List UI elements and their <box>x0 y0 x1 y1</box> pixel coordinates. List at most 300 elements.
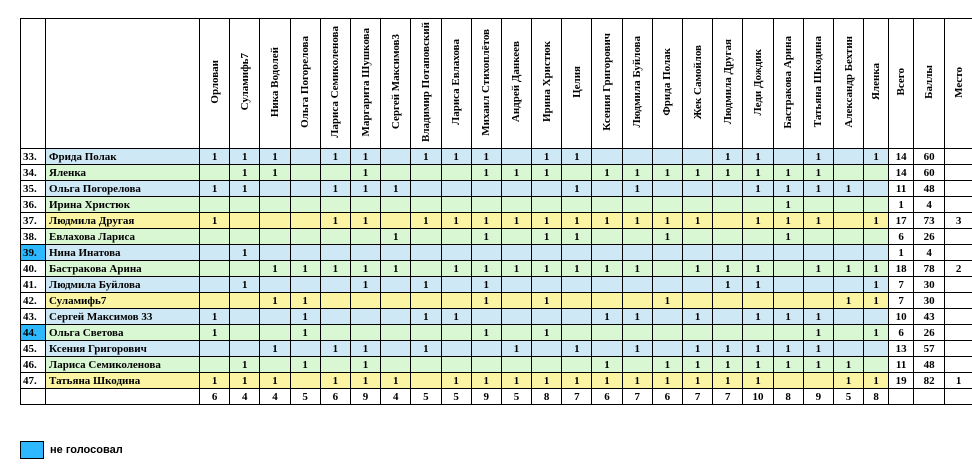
table-row <box>21 309 972 325</box>
vote-cell: 1 <box>200 373 230 389</box>
vote-cell: 1 <box>592 165 622 181</box>
vote-cell: 1 <box>562 229 592 245</box>
total-cell: 6 <box>889 229 914 245</box>
vote-cell: 1 <box>743 357 773 373</box>
vote-cell: 1 <box>562 373 592 389</box>
vote-cell <box>381 277 411 293</box>
vote-cell <box>683 229 713 245</box>
place-cell <box>945 293 972 309</box>
vote-cell: 1 <box>411 213 441 229</box>
column-header <box>532 19 562 149</box>
vote-cell: 1 <box>350 277 380 293</box>
column-header-label: Ксения Григорович <box>601 33 614 131</box>
vote-cell: 1 <box>622 309 652 325</box>
vote-cell <box>441 197 471 213</box>
vote-cell <box>743 197 773 213</box>
vote-cell <box>622 293 652 309</box>
points-cell: 26 <box>914 325 945 341</box>
vote-cell: 1 <box>773 197 803 213</box>
vote-cell: 1 <box>260 373 290 389</box>
vote-cell <box>833 325 863 341</box>
vote-cell <box>713 325 743 341</box>
total-cell: 1 <box>889 245 914 261</box>
vote-cell <box>260 357 290 373</box>
vote-cell: 1 <box>471 149 501 165</box>
vote-cell <box>230 197 260 213</box>
vote-cell <box>622 245 652 261</box>
row-number: 36. <box>21 197 46 213</box>
points-cell: 30 <box>914 277 945 293</box>
row-number: 35. <box>21 181 46 197</box>
vote-cell: 1 <box>290 293 320 309</box>
column-header <box>773 19 803 149</box>
row-number: 40. <box>21 261 46 277</box>
vote-cell <box>864 245 889 261</box>
place-cell <box>945 229 972 245</box>
place-cell <box>945 181 972 197</box>
vote-cell <box>833 277 863 293</box>
vote-cell: 1 <box>562 181 592 197</box>
vote-cell <box>441 341 471 357</box>
row-name: Ольга Светова <box>46 325 200 341</box>
column-header-label: Сергей Максимов3 <box>389 34 402 130</box>
vote-cell <box>441 325 471 341</box>
vote-cell <box>320 165 350 181</box>
vote-cell: 1 <box>743 373 773 389</box>
vote-cell: 1 <box>320 213 350 229</box>
vote-cell <box>592 341 622 357</box>
vote-cell <box>471 181 501 197</box>
vote-cell <box>562 325 592 341</box>
vote-cell <box>230 213 260 229</box>
row-number: 38. <box>21 229 46 245</box>
column-header-label: Фрида Полак <box>661 48 674 116</box>
vote-cell: 1 <box>743 341 773 357</box>
vote-cell: 1 <box>320 261 350 277</box>
vote-cell <box>411 165 441 181</box>
total-cell: 1 <box>889 197 914 213</box>
vote-cell <box>381 245 411 261</box>
vote-cell: 1 <box>592 261 622 277</box>
vote-cell <box>230 325 260 341</box>
vote-cell <box>290 165 320 181</box>
vote-cell <box>290 373 320 389</box>
place-cell: 1 <box>945 373 972 389</box>
vote-cell <box>320 197 350 213</box>
footer-blank <box>21 389 46 405</box>
summary-header-label: Всего <box>895 68 908 96</box>
vote-cell: 1 <box>230 149 260 165</box>
column-header-label: Маргарита Шушкова <box>359 27 372 137</box>
vote-cell <box>411 325 441 341</box>
vote-cell <box>230 229 260 245</box>
vote-cell <box>652 277 682 293</box>
vote-cell <box>200 197 230 213</box>
vote-cell <box>773 261 803 277</box>
legend-label: не голосовал <box>50 444 123 456</box>
points-cell: 60 <box>914 149 945 165</box>
vote-cell: 1 <box>471 165 501 181</box>
vote-cell: 1 <box>683 261 713 277</box>
row-number: 47. <box>21 373 46 389</box>
vote-cell: 1 <box>532 229 562 245</box>
points-cell: 4 <box>914 245 945 261</box>
vote-cell: 1 <box>200 325 230 341</box>
vote-cell: 1 <box>743 213 773 229</box>
vote-cell <box>622 357 652 373</box>
vote-cell <box>833 341 863 357</box>
vote-cell: 1 <box>381 229 411 245</box>
vote-cell <box>501 197 531 213</box>
vote-cell <box>652 309 682 325</box>
vote-cell: 1 <box>622 165 652 181</box>
summary-header <box>914 19 945 149</box>
footer-count: 9 <box>350 389 380 405</box>
vote-cell <box>803 373 833 389</box>
points-cell: 26 <box>914 229 945 245</box>
vote-cell <box>381 293 411 309</box>
place-cell <box>945 149 972 165</box>
vote-cell <box>652 181 682 197</box>
vote-cell <box>743 229 773 245</box>
vote-cell: 1 <box>803 261 833 277</box>
vote-cell: 1 <box>230 165 260 181</box>
summary-header <box>945 19 972 149</box>
vote-cell: 1 <box>471 373 501 389</box>
row-name: Нина Инатова <box>46 245 200 261</box>
vote-cell <box>381 357 411 373</box>
vote-cell: 1 <box>350 357 380 373</box>
vote-cell <box>713 229 743 245</box>
row-name: Людмила Другая <box>46 213 200 229</box>
points-cell: 48 <box>914 357 945 373</box>
footer-count: 8 <box>864 389 889 405</box>
vote-cell <box>200 341 230 357</box>
place-cell <box>945 309 972 325</box>
vote-cell: 1 <box>683 309 713 325</box>
vote-cell: 1 <box>230 181 260 197</box>
points-cell: 78 <box>914 261 945 277</box>
vote-cell <box>592 325 622 341</box>
row-number: 41. <box>21 277 46 293</box>
vote-cell: 1 <box>652 213 682 229</box>
vote-cell: 1 <box>743 261 773 277</box>
column-header <box>230 19 260 149</box>
vote-cell: 1 <box>622 261 652 277</box>
table-row <box>21 181 972 197</box>
vote-cell <box>290 181 320 197</box>
vote-cell <box>260 325 290 341</box>
vote-cell: 1 <box>320 341 350 357</box>
vote-cell: 1 <box>200 309 230 325</box>
row-name: Ксения Григорович <box>46 341 200 357</box>
vote-cell: 1 <box>622 373 652 389</box>
vote-cell <box>230 341 260 357</box>
footer-count: 7 <box>713 389 743 405</box>
vote-cell: 1 <box>471 293 501 309</box>
vote-cell: 1 <box>833 357 863 373</box>
vote-cell <box>290 277 320 293</box>
vote-cell <box>652 197 682 213</box>
points-cell: 4 <box>914 197 945 213</box>
vote-cell <box>501 229 531 245</box>
vote-cell <box>230 293 260 309</box>
column-header <box>864 19 889 149</box>
row-number: 45. <box>21 341 46 357</box>
column-header <box>743 19 773 149</box>
vote-cell <box>562 357 592 373</box>
vote-cell: 1 <box>260 293 290 309</box>
vote-cell: 1 <box>350 261 380 277</box>
vote-cell <box>833 245 863 261</box>
vote-cell <box>562 165 592 181</box>
footer-count: 4 <box>230 389 260 405</box>
column-header-label: Ника Водолей <box>268 46 281 118</box>
footer-count: 7 <box>562 389 592 405</box>
vote-cell <box>350 309 380 325</box>
vote-cell <box>350 197 380 213</box>
column-header <box>441 19 471 149</box>
footer-count: 5 <box>290 389 320 405</box>
vote-cell <box>562 197 592 213</box>
vote-cell <box>501 149 531 165</box>
vote-cell <box>290 149 320 165</box>
row-name: Евлахова Лариса <box>46 229 200 245</box>
vote-cell: 1 <box>471 229 501 245</box>
vote-cell: 1 <box>833 373 863 389</box>
row-number: 37. <box>21 213 46 229</box>
vote-cell <box>562 245 592 261</box>
vote-cell: 1 <box>592 373 622 389</box>
total-cell: 7 <box>889 277 914 293</box>
vote-cell: 1 <box>350 213 380 229</box>
vote-cell: 1 <box>683 341 713 357</box>
vote-cell <box>532 277 562 293</box>
vote-cell: 1 <box>803 309 833 325</box>
footer-count: 5 <box>411 389 441 405</box>
vote-cell: 1 <box>200 149 230 165</box>
vote-cell: 1 <box>501 373 531 389</box>
column-header <box>501 19 531 149</box>
place-cell <box>945 197 972 213</box>
table-row <box>21 325 972 341</box>
vote-cell <box>411 181 441 197</box>
table-row <box>21 213 972 229</box>
vote-cell <box>260 197 290 213</box>
vote-cell <box>441 229 471 245</box>
vote-cell <box>320 293 350 309</box>
vote-cell: 1 <box>743 165 773 181</box>
table-row <box>21 357 972 373</box>
vote-cell <box>381 325 411 341</box>
vote-cell: 1 <box>562 149 592 165</box>
vote-cell: 1 <box>381 181 411 197</box>
vote-cell: 1 <box>350 165 380 181</box>
vote-cell <box>381 341 411 357</box>
vote-cell: 1 <box>773 309 803 325</box>
footer-count: 9 <box>803 389 833 405</box>
vote-cell: 1 <box>230 357 260 373</box>
vote-cell <box>411 197 441 213</box>
summary-header-label: Место <box>952 66 965 98</box>
footer-blank <box>914 389 945 405</box>
vote-cell <box>773 373 803 389</box>
row-name: Яленка <box>46 165 200 181</box>
total-cell: 14 <box>889 149 914 165</box>
vote-cell: 1 <box>864 325 889 341</box>
table-row <box>21 229 972 245</box>
vote-cell <box>411 293 441 309</box>
vote-cell: 1 <box>713 341 743 357</box>
total-cell: 14 <box>889 165 914 181</box>
column-header <box>381 19 411 149</box>
row-name: Сергей Максимов 33 <box>46 309 200 325</box>
vote-cell <box>411 229 441 245</box>
vote-cell: 1 <box>773 341 803 357</box>
points-cell: 73 <box>914 213 945 229</box>
vote-cell <box>200 357 230 373</box>
vote-cell: 1 <box>803 357 833 373</box>
vote-cell: 1 <box>592 213 622 229</box>
vote-cell <box>713 197 743 213</box>
vote-cell <box>773 293 803 309</box>
vote-cell <box>562 277 592 293</box>
vote-cell <box>592 197 622 213</box>
row-name: Ирина Христюк <box>46 197 200 213</box>
column-header-label: Александр Бехтин <box>842 36 855 128</box>
column-header <box>683 19 713 149</box>
vote-cell: 1 <box>562 213 592 229</box>
vote-cell: 1 <box>441 149 471 165</box>
place-cell <box>945 341 972 357</box>
vote-cell: 1 <box>713 277 743 293</box>
vote-cell: 1 <box>683 357 713 373</box>
vote-cell: 1 <box>773 357 803 373</box>
vote-cell: 1 <box>532 293 562 309</box>
column-header-label: Яленка <box>870 63 883 101</box>
place-cell <box>945 357 972 373</box>
column-header-label: Андрей Данкеев <box>510 41 523 123</box>
vote-cell <box>230 261 260 277</box>
vote-cell: 1 <box>652 373 682 389</box>
vote-cell <box>652 325 682 341</box>
vote-cell <box>652 149 682 165</box>
vote-cell: 1 <box>592 357 622 373</box>
vote-cell: 1 <box>501 341 531 357</box>
footer-count: 6 <box>652 389 682 405</box>
vote-cell <box>833 165 863 181</box>
column-header <box>652 19 682 149</box>
vote-cell <box>864 197 889 213</box>
table-row <box>21 197 972 213</box>
vote-cell <box>864 357 889 373</box>
vote-cell <box>592 181 622 197</box>
points-cell: 48 <box>914 181 945 197</box>
vote-cell: 1 <box>350 373 380 389</box>
column-header-label: Ольга Погорелова <box>299 36 312 128</box>
column-header <box>713 19 743 149</box>
column-header <box>411 19 441 149</box>
vote-cell <box>290 213 320 229</box>
column-header-label: Жек Самойлов <box>691 44 704 120</box>
table-row <box>21 261 972 277</box>
total-cell: 17 <box>889 213 914 229</box>
vote-cell <box>532 181 562 197</box>
vote-cell <box>562 309 592 325</box>
row-number: 44. <box>21 325 46 341</box>
vote-cell: 1 <box>743 181 773 197</box>
column-header-label: Владимир Потаповский <box>419 22 432 142</box>
vote-cell: 1 <box>471 213 501 229</box>
vote-cell <box>622 229 652 245</box>
column-header <box>290 19 320 149</box>
vote-cell <box>592 293 622 309</box>
vote-cell <box>501 181 531 197</box>
vote-cell <box>441 357 471 373</box>
vote-cell <box>260 309 290 325</box>
vote-cell <box>260 229 290 245</box>
vote-cell <box>320 357 350 373</box>
vote-cell <box>622 325 652 341</box>
row-name: Лариса Семиколенова <box>46 357 200 373</box>
row-number: 39. <box>21 245 46 261</box>
vote-cell <box>773 325 803 341</box>
vote-cell: 1 <box>441 373 471 389</box>
vote-cell <box>773 245 803 261</box>
vote-cell <box>683 181 713 197</box>
vote-cell: 1 <box>833 293 863 309</box>
voting-table <box>20 18 972 405</box>
table-row <box>21 373 972 389</box>
summary-header <box>889 19 914 149</box>
vote-cell: 1 <box>290 357 320 373</box>
vote-cell <box>411 373 441 389</box>
vote-cell <box>592 149 622 165</box>
header-row <box>21 19 972 149</box>
vote-cell <box>803 277 833 293</box>
row-number: 33. <box>21 149 46 165</box>
vote-cell <box>381 309 411 325</box>
column-header-label: Леди Дождик <box>751 48 764 116</box>
points-cell: 60 <box>914 165 945 181</box>
vote-cell <box>290 341 320 357</box>
vote-cell: 1 <box>350 149 380 165</box>
column-header <box>350 19 380 149</box>
vote-cell: 1 <box>773 213 803 229</box>
vote-cell <box>683 325 713 341</box>
column-header <box>471 19 501 149</box>
footer-count: 9 <box>471 389 501 405</box>
column-header-label: Людмила Другая <box>721 39 734 125</box>
vote-cell: 1 <box>320 149 350 165</box>
vote-cell: 1 <box>290 261 320 277</box>
vote-cell: 1 <box>864 373 889 389</box>
vote-cell <box>411 357 441 373</box>
table-row <box>21 277 972 293</box>
footer-count: 4 <box>260 389 290 405</box>
vote-cell <box>803 229 833 245</box>
vote-cell <box>320 309 350 325</box>
vote-cell <box>833 197 863 213</box>
not-voted-swatch <box>20 441 44 459</box>
row-number: 43. <box>21 309 46 325</box>
vote-cell: 1 <box>320 181 350 197</box>
vote-cell <box>532 245 562 261</box>
vote-cell: 1 <box>743 149 773 165</box>
summary-header-label: Баллы <box>923 65 936 99</box>
vote-cell <box>501 245 531 261</box>
vote-cell <box>743 325 773 341</box>
